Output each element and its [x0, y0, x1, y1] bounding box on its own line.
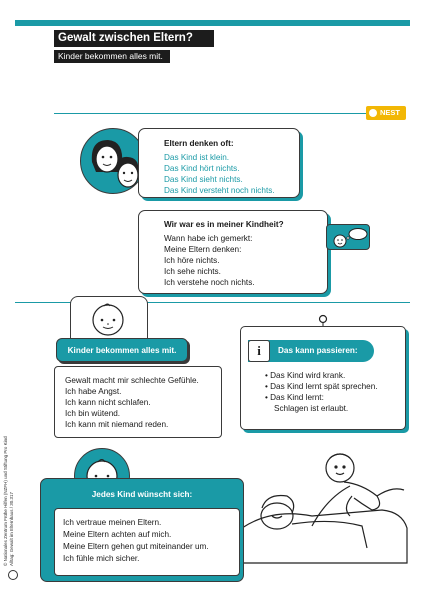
- children-notice-box: [54, 366, 222, 438]
- can-happen-label: Das kann passieren:: [248, 340, 374, 362]
- wish-line: Ich vertraue meinen Eltern.: [63, 518, 162, 527]
- children-notice-line: Ich kann mit niemand reden.: [65, 420, 169, 429]
- children-notice-line: Ich habe Angst.: [65, 387, 122, 396]
- parents-think-heading: Eltern denken oft:: [164, 139, 234, 148]
- header-bar: [15, 20, 410, 26]
- children-notice-line: Ich bin wütend.: [65, 409, 121, 418]
- can-happen-line: • Das Kind lernt spät sprechen.: [265, 382, 378, 391]
- page-title: Gewalt zwischen Eltern?: [54, 30, 214, 47]
- parents-think-box: [138, 128, 300, 198]
- side-credit-line2: Alltag: Gewalt im Elternhaus / 30.317: [9, 491, 14, 566]
- parents-faces-icon: [82, 132, 146, 194]
- wish-label: Jedes Kind wünscht sich:: [91, 490, 193, 499]
- page-subtitle: Kinder bekommen alles mit.: [54, 50, 170, 63]
- side-credit-line1: © Nationales Zentrum Frühe Hilfen (NZFH) und Stiftung Pro Kind: [3, 436, 8, 566]
- can-happen-line: • Das Kind lernt:: [265, 393, 324, 402]
- children-notice-line: Gewalt macht mir schlechte Gefühle.: [65, 376, 199, 385]
- wish-line: Meine Eltern achten auf mich.: [63, 530, 172, 539]
- can-happen-line: • Das Kind wird krank.: [265, 371, 346, 380]
- children-notice-label: Kinder bekommen alles mit.: [56, 338, 188, 362]
- family-illustration: [232, 438, 412, 568]
- wish-line: Ich fühle mich sicher.: [63, 554, 140, 563]
- page-number-circle: [8, 570, 18, 580]
- nest-logo-icon: [369, 109, 377, 117]
- info-icon: i: [248, 340, 270, 362]
- wish-line: Meine Eltern gehen gut miteinander um.: [63, 542, 209, 551]
- childhood-box: [138, 210, 328, 294]
- nest-badge: NEST: [366, 106, 406, 120]
- childhood-line: Meine Eltern denken:: [164, 245, 242, 254]
- childhood-line: Ich sehe nichts.: [164, 267, 221, 276]
- wish-box: [54, 508, 240, 576]
- baby-face-icon: [88, 298, 128, 342]
- thought-bubble-icon: [330, 226, 370, 250]
- parents-think-line: Das Kind sieht nichts.: [164, 175, 243, 184]
- childhood-line: Ich verstehe noch nichts.: [164, 278, 255, 287]
- parents-think-line: Das Kind ist klein.: [164, 153, 230, 162]
- parents-think-line: Das Kind versteht noch nichts.: [164, 186, 275, 195]
- children-notice-line: Ich kann nicht schlafen.: [65, 398, 151, 407]
- childhood-line: Ich höre nichts.: [164, 256, 220, 265]
- can-happen-line: Schlagen ist erlaubt.: [274, 404, 349, 413]
- side-credit: [3, 366, 15, 566]
- divider-top: [54, 113, 366, 114]
- childhood-line: Wann habe ich gemerkt:: [164, 234, 253, 243]
- childhood-heading: Wir war es in meiner Kindheit?: [164, 220, 284, 229]
- parents-think-line: Das Kind hört nichts.: [164, 164, 240, 173]
